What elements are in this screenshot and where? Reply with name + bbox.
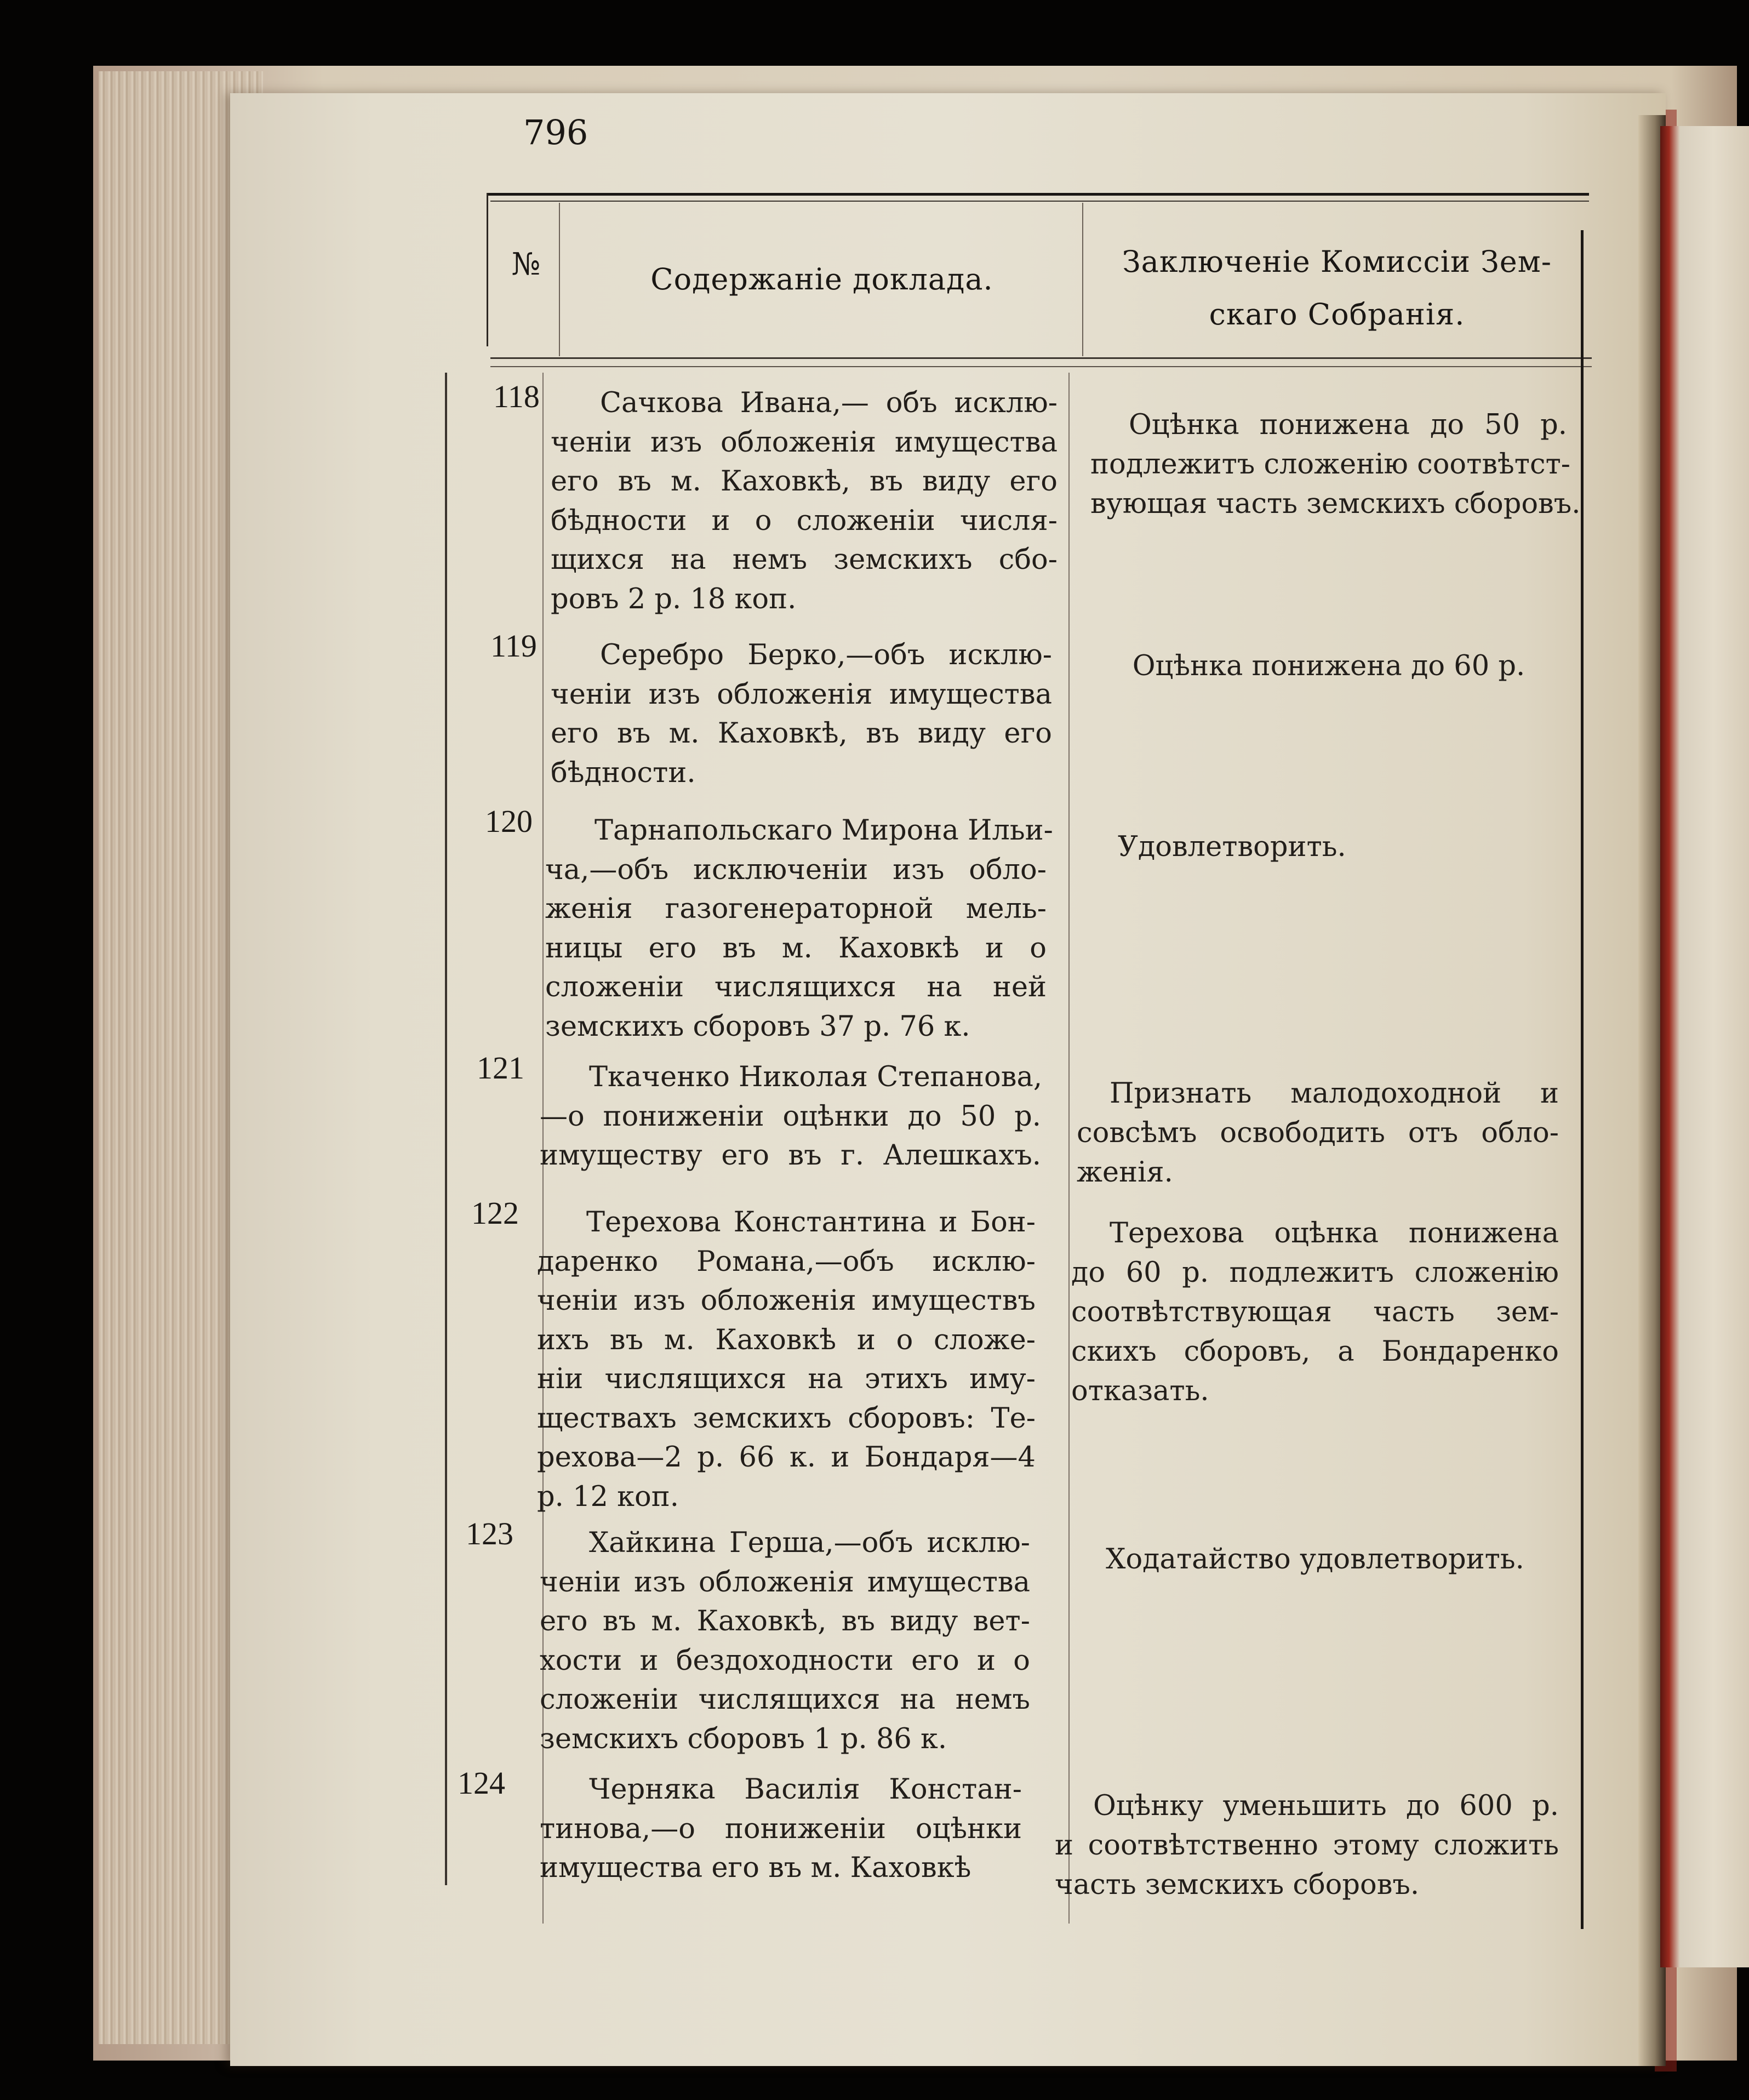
content-line: ницы его въ м. Каховкѣ и о bbox=[545, 932, 1047, 965]
content-line: Сачкова Ивана,— объ исклю- bbox=[600, 387, 1058, 419]
content-line: ніи числящихся на этихъ иму- bbox=[537, 1363, 1036, 1395]
header-rule bbox=[490, 357, 1592, 359]
table-left-border bbox=[487, 193, 488, 346]
conclusion-line: отказать. bbox=[1071, 1375, 1209, 1407]
content-line: Ткаченко Николая Степанова, bbox=[589, 1061, 1043, 1093]
content-line: Хайкина Герша,—объ исклю- bbox=[589, 1527, 1030, 1559]
row-conclusion bbox=[1090, 647, 1567, 686]
content-line: земскихъ сборовъ 37 р. 76 к. bbox=[545, 1010, 970, 1043]
row-conclusion bbox=[1055, 1787, 1559, 1905]
page-number: 796 bbox=[523, 112, 588, 152]
content-line: даренко Романа,—объ исклю- bbox=[537, 1245, 1036, 1278]
row-conclusion bbox=[1077, 1074, 1559, 1192]
content-column-divider bbox=[1082, 203, 1083, 356]
conclusion-line: соотвѣтствующая часть зем- bbox=[1071, 1296, 1559, 1328]
row-conclusion bbox=[1074, 1540, 1556, 1579]
row-number: 124 bbox=[458, 1765, 505, 1801]
header-conclusion-line: Заключеніе Комиссіи Зем- bbox=[1122, 244, 1552, 279]
content-line: ровъ 2 р. 18 коп. bbox=[551, 583, 797, 615]
row-number: 118 bbox=[493, 379, 540, 414]
table-top-rule bbox=[488, 193, 1589, 196]
row-content bbox=[551, 636, 1052, 792]
table-top-rule-thin bbox=[490, 201, 1589, 202]
content-line: тинова,—о пониженіи оцѣнки bbox=[540, 1812, 1022, 1845]
row-content bbox=[551, 384, 1058, 619]
row-number: 121 bbox=[477, 1050, 524, 1086]
row-conclusion bbox=[1085, 828, 1562, 867]
header-content: Содержаніе доклада. bbox=[650, 262, 993, 296]
row-number: 123 bbox=[466, 1516, 513, 1551]
content-line: ченіи изъ обложенія имущества bbox=[540, 1566, 1030, 1599]
row-content bbox=[540, 1523, 1030, 1759]
content-line: ченіи изъ обложенія имущества bbox=[551, 426, 1058, 459]
content-line: его въ м. Каховкѣ, въ виду его bbox=[551, 465, 1058, 498]
table-left-border-body bbox=[445, 373, 447, 1885]
facing-page-edge bbox=[1660, 126, 1749, 1967]
row-content bbox=[537, 1203, 1036, 1516]
content-line: сложеніи числящихся на немъ bbox=[540, 1684, 1030, 1716]
content-line: сложеніи числящихся на ней bbox=[545, 971, 1047, 1003]
content-line: Терехова Константина и Бон- bbox=[586, 1206, 1036, 1239]
row-number: 120 bbox=[485, 803, 533, 839]
content-line: земскихъ сборовъ 1 р. 86 к. bbox=[540, 1722, 947, 1755]
conclusion-line: Оцѣнку уменьшить до 600 р. bbox=[1093, 1790, 1559, 1822]
row-content bbox=[540, 1058, 1041, 1175]
content-line: Черняка Василія Констан- bbox=[589, 1773, 1022, 1806]
content-line: Тарнапольскаго Мирона Ильи- bbox=[595, 814, 1053, 847]
content-line: щихся на немъ земскихъ сбо- bbox=[551, 544, 1058, 576]
conclusion-line: Ходатайство удовлетворить. bbox=[1106, 1543, 1524, 1576]
conclusion-line: до 60 р. подлежитъ сложенію bbox=[1071, 1257, 1559, 1289]
conclusion-line: и соотвѣтственно этому сложить bbox=[1055, 1829, 1559, 1862]
table-right-border bbox=[1581, 230, 1584, 1929]
header-conclusion bbox=[1096, 236, 1578, 341]
content-line: имуществу его въ г. Алешкахъ. bbox=[540, 1139, 1041, 1172]
content-line: его въ м. Каховкѣ, въ виду его bbox=[551, 717, 1052, 750]
content-line: —о пониженіи оцѣнки до 50 р. bbox=[540, 1100, 1041, 1133]
conclusion-line: Удовлетворить. bbox=[1118, 831, 1346, 863]
content-line: ченіи изъ обложенія имуществъ bbox=[537, 1285, 1036, 1317]
content-line: женія газогенераторной мель- bbox=[545, 893, 1047, 925]
row-number: 119 bbox=[490, 628, 537, 664]
content-line: бѣдности. bbox=[551, 756, 696, 789]
header-number: № bbox=[511, 247, 541, 282]
content-line: ченіи изъ обложенія имущества bbox=[551, 678, 1052, 711]
header-conclusion-line: скаго Собранія. bbox=[1209, 297, 1465, 332]
row-conclusion bbox=[1090, 406, 1581, 524]
row-number: 122 bbox=[471, 1195, 519, 1231]
conclusion-line: женія. bbox=[1077, 1156, 1173, 1189]
content-line: ществахъ земскихъ сборовъ: Те- bbox=[537, 1402, 1036, 1435]
conclusion-line: Признать малодоходной и bbox=[1110, 1077, 1559, 1110]
content-line: Серебро Берко,—объ исклю- bbox=[600, 639, 1052, 671]
content-line: р. 12 коп. bbox=[537, 1480, 679, 1513]
conclusion-line: совсѣмъ освободить отъ обло- bbox=[1077, 1117, 1559, 1149]
row-content bbox=[540, 1770, 1022, 1888]
conclusion-line: Оцѣнка понижена до 50 р. bbox=[1129, 409, 1567, 441]
content-line: имущества его въ м. Каховкѣ bbox=[540, 1852, 971, 1884]
row-conclusion bbox=[1071, 1214, 1559, 1411]
number-column-divider bbox=[559, 203, 560, 356]
row-content bbox=[545, 811, 1053, 1046]
content-line: хости и бездоходности его и о bbox=[540, 1644, 1030, 1677]
conclusion-line: подлежитъ сложенію соотвѣтст- bbox=[1090, 448, 1571, 481]
header-rule-thin bbox=[490, 366, 1592, 367]
content-column-divider-body bbox=[1068, 373, 1070, 1924]
conclusion-line: часть земскихъ сборовъ. bbox=[1055, 1869, 1420, 1901]
content-line: его въ м. Каховкѣ, въ виду вет- bbox=[540, 1605, 1030, 1637]
conclusion-line: Оцѣнка понижена до 60 р. bbox=[1132, 650, 1525, 682]
content-line: ча,—объ исключеніи изъ обло- bbox=[545, 853, 1047, 886]
conclusion-line: вующая часть земскихъ сборовъ. bbox=[1090, 488, 1581, 520]
content-line: ихъ въ м. Каховкѣ и о сложе- bbox=[537, 1323, 1036, 1356]
conclusion-line: Терехова оцѣнка понижена bbox=[1110, 1217, 1559, 1249]
content-line: бѣдности и о сложеніи числя- bbox=[551, 504, 1058, 537]
conclusion-line: скихъ сборовъ, а Бондаренко bbox=[1071, 1336, 1559, 1368]
content-line: рехова—2 р. 66 к. и Бондаря—4 bbox=[537, 1441, 1036, 1474]
